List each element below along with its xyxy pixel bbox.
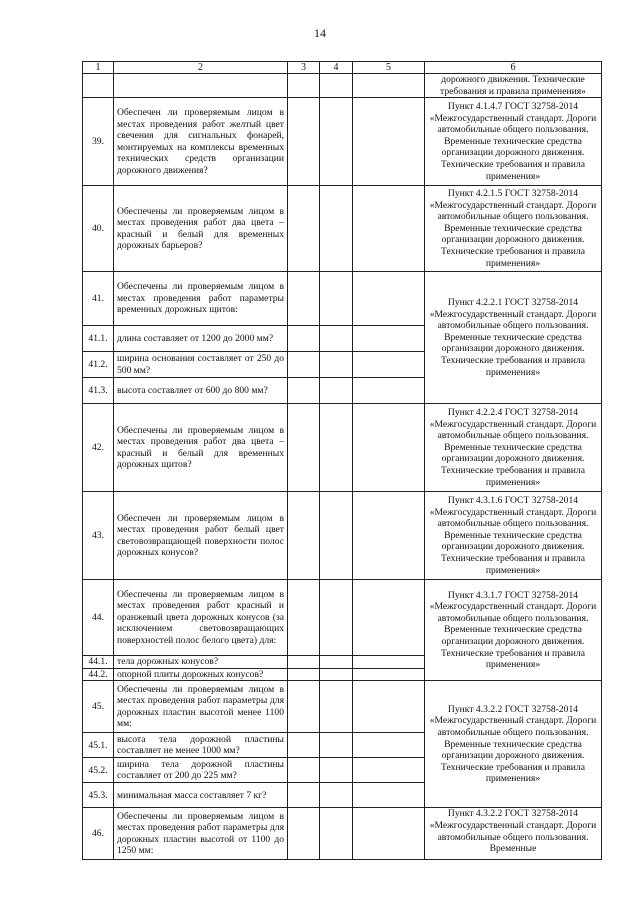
row-reference: дорожного движения. Технические требования и правила применения» xyxy=(425,74,602,98)
row-question: высота составляет от 600 до 800 мм? xyxy=(114,378,288,404)
row-number: 42. xyxy=(83,404,114,492)
row-question: высота тела дорожной пластины составляет не менее 1000 мм? xyxy=(114,733,288,758)
row-question: ширина основания составляет от 250 до 500 мм? xyxy=(114,352,288,378)
row-number: 40. xyxy=(83,186,114,272)
table-row xyxy=(83,681,602,733)
row-reference: Пункт 4.2.1.5 ГОСТ 32758-2014 «Межгосударственный стандарт. Дороги автомобильные общего пользования. Временные технические средства организации дорожного движения. Технические требования и правила применения» xyxy=(425,186,602,272)
row-question: Обеспечены ли проверяемым лицом в местах проведения работ два цвета – красный и белый для временных дорожных барьеров? xyxy=(114,186,288,272)
row-number: 46. xyxy=(83,808,114,860)
row-number xyxy=(83,74,114,98)
row-question: Обеспечены ли проверяемым лицом в местах проведения работ два цвета – красный и белый для временных дорожных щитов? xyxy=(114,404,288,492)
row-number: 45.2. xyxy=(83,758,114,783)
col-header-5: 5 xyxy=(353,62,425,74)
table-row xyxy=(83,580,602,656)
row-number: 41.3. xyxy=(83,378,114,404)
table-row xyxy=(83,74,602,98)
table-row xyxy=(83,404,602,492)
row-question: Обеспечены ли проверяемым лицом в местах проведения работ параметры временных дорожных щитов: xyxy=(114,272,288,326)
row-question xyxy=(114,74,288,98)
row-question: опорной плиты дорожных конусов? xyxy=(114,668,288,681)
row-question: Обеспечены ли проверяемым лицом в местах проведения работ красный и оранжевый цвета дорожных конусов (за исключением световозвращающих поверхностей полос белого цвета) для: xyxy=(114,580,288,656)
row-number: 41.2. xyxy=(83,352,114,378)
checklist-table xyxy=(82,61,602,860)
col-header-6: 6 xyxy=(425,62,602,74)
row-number: 39. xyxy=(83,98,114,186)
table-row xyxy=(83,272,602,326)
table-row xyxy=(83,492,602,580)
row-number: 44. xyxy=(83,580,114,656)
row-question: Обеспечены ли проверяемым лицом в местах проведения работ параметры для дорожных пластин высотой менее 1100 мм: xyxy=(114,681,288,733)
row-reference: Пункт 4.2.2.4 ГОСТ 32758-2014 «Межгосударственный стандарт. Дороги автомобильные общего пользования. Временные технические средства организации дорожного движения. Технические требования и правила применения» xyxy=(425,404,602,492)
col-header-3: 3 xyxy=(288,62,320,74)
row-question: длина составляет от 1200 до 2000 мм? xyxy=(114,326,288,352)
table-row xyxy=(83,98,602,186)
row-question: минимальная масса составляет 7 кг? xyxy=(114,783,288,808)
row-number: 45.3. xyxy=(83,783,114,808)
row-number: 44.2. xyxy=(83,668,114,681)
row-question: тела дорожных конусов? xyxy=(114,656,288,669)
row-question: Обеспечены ли проверяемым лицом в местах проведения работ параметры для дорожных пластин высотой от 1100 до 1250 мм: xyxy=(114,808,288,860)
row-reference: Пункт 4.3.2.2 ГОСТ 32758-2014 «Межгосударственный стандарт. Дороги автомобильные общего пользования. Временные технические средства организации дорожного движения. Технические требования и правила применения» xyxy=(425,681,602,808)
col-header-4: 4 xyxy=(320,62,353,74)
header-row xyxy=(83,62,602,74)
row-number: 45. xyxy=(83,681,114,733)
row-reference: Пункт 4.3.1.7 ГОСТ 32758-2014 «Межгосударственный стандарт. Дороги автомобильные общего пользования. Временные технические средства организации дорожного движения. Технические требования и правила применения» xyxy=(425,580,602,681)
row-reference: Пункт 4.1.4.7 ГОСТ 32758-2014 «Межгосударственный стандарт. Дороги автомобильные общего пользования. Временные технические средства организации дорожного движения. Технические требования и правила применения» xyxy=(425,98,602,186)
row-question: ширина тела дорожной пластины составляет от 200 до 225 мм? xyxy=(114,758,288,783)
row-number: 44.1. xyxy=(83,656,114,669)
row-question: Обеспечен ли проверяемым лицом в местах проведения работ желтый цвет свечения для сигнальных фонарей, монтируемых на комплексы временных технических средств организации дорожного движения? xyxy=(114,98,288,186)
row-question: Обеспечен ли проверяемым лицом в местах проведения работ белый цвет световозвращающей поверхности полос дорожных конусов? xyxy=(114,492,288,580)
row-reference: Пункт 4.2.2.1 ГОСТ 32758-2014 «Межгосударственный стандарт. Дороги автомобильные общего пользования. Временные технические средства организации дорожного движения. Технические требования и правила применения» xyxy=(425,272,602,404)
col-header-2: 2 xyxy=(114,62,288,74)
row-number: 41. xyxy=(83,272,114,326)
table-row xyxy=(83,186,602,272)
row-reference: Пункт 4.3.2.2 ГОСТ 32758-2014 «Межгосударственный стандарт. Дороги автомобильные общего пользования. Временные xyxy=(425,808,602,860)
page-number: 14 xyxy=(314,26,326,40)
row-number: 43. xyxy=(83,492,114,580)
row-number: 41.1. xyxy=(83,326,114,352)
row-number: 45.1. xyxy=(83,733,114,758)
col-header-1: 1 xyxy=(83,62,114,74)
table-row xyxy=(83,808,602,860)
row-reference: Пункт 4.3.1.6 ГОСТ 32758-2014 «Межгосударственный стандарт. Дороги автомобильные общего пользования. Временные технические средства организации дорожного движения. Технические требования и правила применения» xyxy=(425,492,602,580)
